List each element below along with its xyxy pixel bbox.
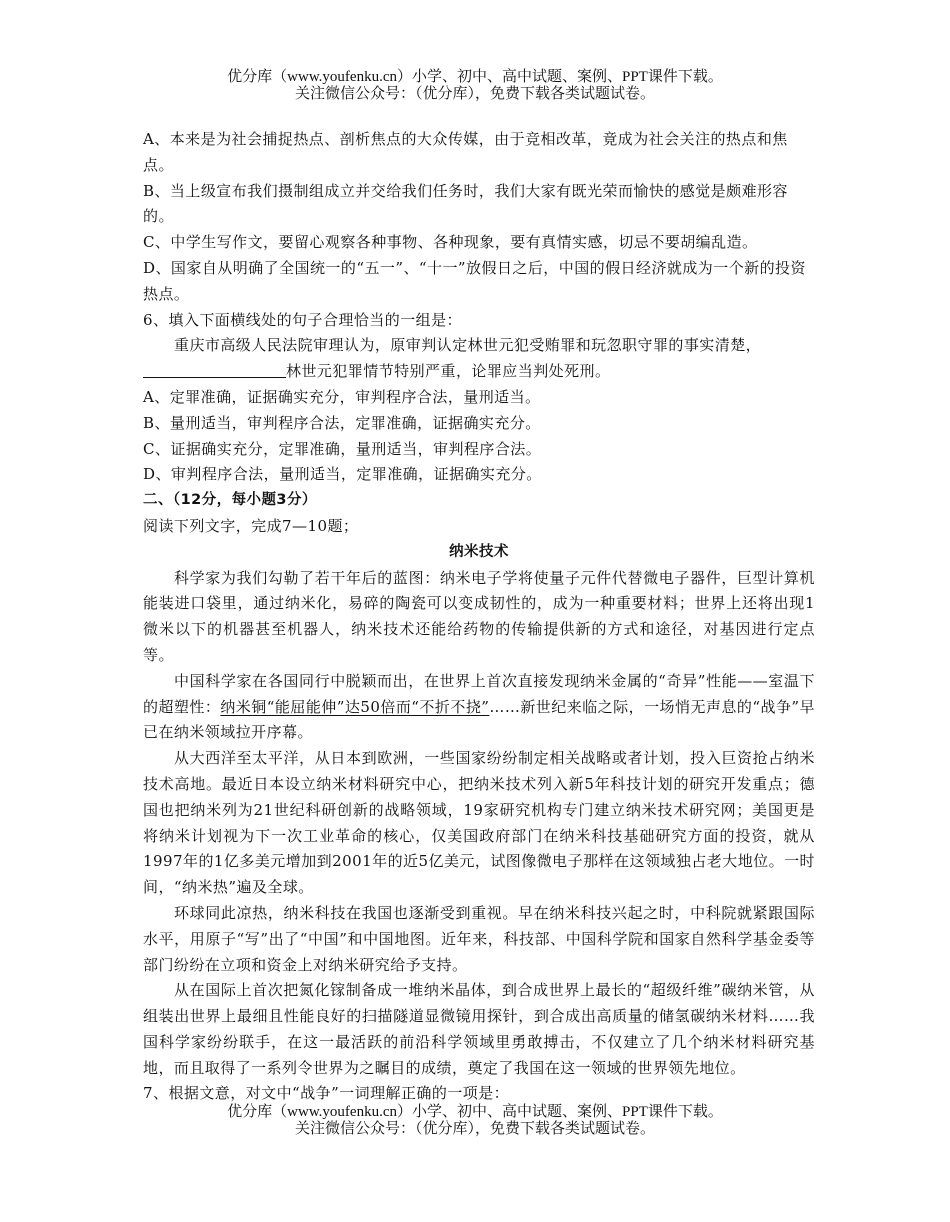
q6-passage-tail: 林世元犯罪情节特别严重，论罪应当判处死刑。: [286, 362, 611, 381]
paragraph-2-tail: ……新世纪来临之际，一场悄无声息的“战争”早已在纳米领域拉开序幕。: [143, 697, 815, 742]
page-content: [143, 127, 815, 1107]
article-paragraph-5: 从在国际上首次把氮化镓制备成一堆纳米晶体，到合成世界上最长的“超级纤维”碳纳米管，从组装出世界上最细且性能良好的扫描隧道显微镜用探针，到合成出高质量的储氢碳纳米材料……我国科学家纷纷联手，在这一最活跃的前沿科学领域里勇敢搏击，不仅建立了几个纳米材料研究基地，而且取得了一系列令世界为之瞩目的成绩，奠定了我国在这一领域的世界领先地位。: [143, 981, 815, 1077]
page-footer: [0, 1104, 950, 1138]
q6-option-d: D、审判程序合法，量刑适当，定罪准确，证据确实充分。: [143, 465, 542, 484]
article-paragraph-2: [143, 669, 815, 746]
q7-stem: 7、根据文意，对文中“战争”一词理解正确的一项是：: [143, 1084, 510, 1103]
article-paragraph-3: 从大西洋至太平洋，从日本到欧洲，一些国家纷纷制定相关战略或者计划，投入巨资抢占纳米技术高地。最近日本设立纳米材料研究中心，把纳米技术列入新5年科技计划的研究开发重点；德国也把纳米列为21世纪科研创新的战略领域，19家研究机构专门建立纳米技术研究网；美国更是将纳米计划视为下一次工业革命的核心，仅美国政府部门在纳米科技基础研究方面的投资，就从1997年的1亿多美元增加到2001年的近5亿美元，试图像微电子那样在这领域独占老大地位。一时间，“纳米热”遍及全球。: [143, 749, 815, 897]
q5-option-b: B、当上级宣布我们摄制组成立并交给我们任务时，我们大家有既光荣而愉快的感觉是颇难形容的。: [143, 181, 788, 226]
paragraph-2-lead: 中国科学家在各国同行中脱颖而出，在世界上首次直接发现纳米金属的“奇异”性能——室温下的超塑性：: [143, 671, 815, 716]
article-paragraph-4: 环球同此凉热，纳米科技在我国也逐渐受到重视。早在纳米科技兴起之时，中科院就紧跟国际水平，用原子“写”出了“中国”和中国地图。近年来，科技部、中国科学院和国家自然科学基金委等部门纷纷在立项和资金上对纳米研究给予支持。: [143, 903, 815, 974]
header-line-2: 关注微信公众号：（优分库），免费下载各类试题试卷。: [294, 86, 655, 102]
article-title: 纳米技术: [449, 543, 509, 560]
underlined-phrase: 纳米铜“能屈能伸”达50倍而“不折不挠”: [220, 697, 490, 716]
footer-line-2: 关注微信公众号：（优分库），免费下载各类试题试卷。: [294, 1121, 655, 1137]
q5-option-a: A、本来是为社会捕捉热点、剖析焦点的大众传媒，由于竞相改革，竟成为社会关注的热点和焦点。: [143, 130, 788, 174]
fill-in-blank: [143, 362, 286, 378]
section-2-instruction: 阅读下列文字，完成7—10题；: [143, 516, 359, 535]
q6-stem: 6、填入下面横线处的句子合理恰当的一组是：: [143, 310, 462, 329]
q6-option-b: B、量刑适当，审判程序合法，定罪准确，证据确实充分。: [143, 413, 541, 432]
q6-passage-line-1: 重庆市高级人民法院审理认为，原审判认定林世元犯受贿罪和玩忽职守罪的事实清楚，: [174, 336, 762, 355]
q6-option-a: A、定罪准确，证据确实充分，审判程序合法，量刑适当。: [143, 387, 541, 406]
section-2-heading: 二、（12分，每小题3分）: [143, 492, 317, 509]
article-paragraph-1: 科学家为我们勾勒了若干年后的蓝图：纳米电子学将使量子元件代替微电子器件，巨型计算机能装进口袋里，通过纳米化，易碎的陶瓷可以变成韧性的，成为一种重要材料；世界上还将出现1微米以下的机器甚至机器人，纳米技术还能给药物的传输提供新的方式和途径，对基因进行定点等。: [143, 568, 815, 664]
q5-option-d: D、国家自从明确了全国统一的“五一”、“十一”放假日之后，中国的假日经济就成为一个新的投资热点。: [143, 258, 806, 303]
header-line-1: 优分库（www.youfenku.cn）小学、初中、高中试题、案例、PPT课件下载。: [227, 69, 723, 85]
q6-passage-line-2: [143, 359, 815, 385]
q6-option-c: C、证据确实充分，定罪准确，量刑适当，审判程序合法。: [143, 439, 542, 458]
page-header: [0, 69, 950, 103]
footer-line-1: 优分库（www.youfenku.cn）小学、初中、高中试题、案例、PPT课件下载。: [227, 1104, 723, 1120]
q5-option-c: C、中学生写作文，要留心观察各种事物、各种现象，要有真情实感，切忌不要胡编乱造。: [143, 233, 758, 252]
